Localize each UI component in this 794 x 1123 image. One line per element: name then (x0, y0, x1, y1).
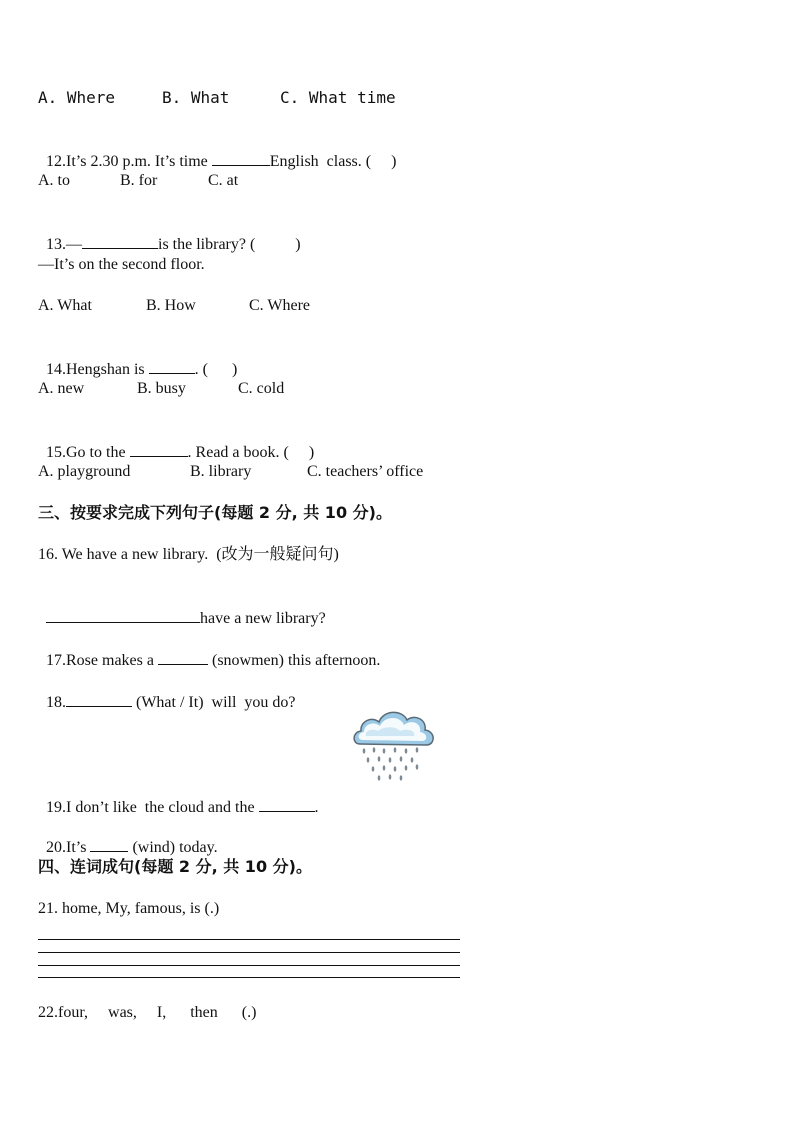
question-19 (38, 776, 319, 818)
question-18-suffix: (What / It) will you do? (132, 694, 296, 711)
question-19-prefix: 19.I don’t like the cloud and the (46, 799, 259, 816)
q14-option-a: A. new (38, 380, 85, 397)
rain-drops (363, 747, 419, 780)
question-20-prefix: 20.It’s (46, 839, 91, 856)
answer-blank[interactable] (149, 358, 195, 374)
question-17-suffix: (snowmen) this afternoon. (207, 652, 381, 669)
question-14-suffix: . ( ) (194, 361, 238, 378)
answer-line[interactable] (38, 977, 460, 978)
answer-blank[interactable] (46, 607, 200, 623)
question-15 (38, 421, 314, 463)
question-22: 22.four, was, I, then (.) (38, 1004, 257, 1021)
section-4-title: 四、连词成句(每题 2 分, 共 10 分)。 (38, 857, 312, 876)
q14-option-c: C. cold (238, 380, 285, 397)
question-14 (38, 338, 237, 380)
q12-option-b: B. for (120, 172, 158, 189)
q14-option-b: B. busy (137, 380, 186, 397)
q11-option-a: A. Where (38, 88, 116, 107)
question-20 (38, 816, 218, 858)
answer-blank[interactable] (130, 441, 188, 457)
answer-blank[interactable] (90, 836, 128, 852)
q12-option-c: C. at (208, 172, 239, 189)
answer-line[interactable] (38, 952, 460, 953)
section-3-title: 三、按要求完成下列句子(每题 2 分, 共 10 分)。 (38, 503, 392, 522)
question-16-answer-line (38, 587, 326, 629)
answer-blank[interactable] (212, 150, 270, 166)
cloud-shape (354, 712, 433, 745)
rain-cloud-icon (350, 704, 436, 788)
question-14-prefix: 14.Hengshan is (46, 361, 149, 378)
answer-line[interactable] (38, 939, 460, 940)
answer-blank[interactable] (66, 691, 132, 707)
question-15-prefix: 15.Go to the (46, 444, 130, 461)
question-21: 21. home, My, famous, is (.) (38, 900, 220, 917)
question-12-suffix: English class. ( ) (269, 153, 397, 170)
question-17-prefix: 17.Rose makes a (46, 652, 158, 669)
question-18 (38, 671, 296, 713)
question-12-prefix: 12.It’s 2.30 p.m. It’s time (46, 153, 212, 170)
question-19-suffix: . (314, 799, 319, 816)
q12-option-a: A. to (38, 172, 70, 189)
answer-line[interactable] (38, 965, 460, 966)
q13-option-a: A. What (38, 297, 92, 314)
q13-option-c: C. Where (249, 297, 311, 314)
question-13-suffix: is the library? ( ) (158, 236, 301, 253)
question-12 (38, 130, 396, 172)
question-13-answer: —It’s on the second floor. (38, 256, 205, 273)
question-13-prefix: 13.— (46, 236, 82, 253)
answer-blank[interactable] (158, 649, 208, 665)
answer-blank[interactable] (82, 233, 158, 249)
q13-option-b: B. How (146, 297, 196, 314)
question-16: 16. We have a new library. (改为一般疑问句) (38, 546, 339, 563)
q11-option-c: C. What time (280, 88, 396, 107)
question-20-suffix: (wind) today. (128, 839, 218, 856)
q15-option-b: B. library (190, 463, 252, 480)
q11-option-b: B. What (162, 88, 230, 107)
answer-blank[interactable] (259, 796, 315, 812)
question-15-suffix: . Read a book. ( ) (187, 444, 315, 461)
question-17 (38, 629, 380, 671)
q15-option-a: A. playground (38, 463, 131, 480)
question-18-prefix: 18. (46, 694, 66, 711)
question-16-answer-suffix: have a new library? (200, 610, 326, 627)
question-13 (38, 213, 301, 255)
q15-option-c: C. teachers’ office (307, 463, 424, 480)
